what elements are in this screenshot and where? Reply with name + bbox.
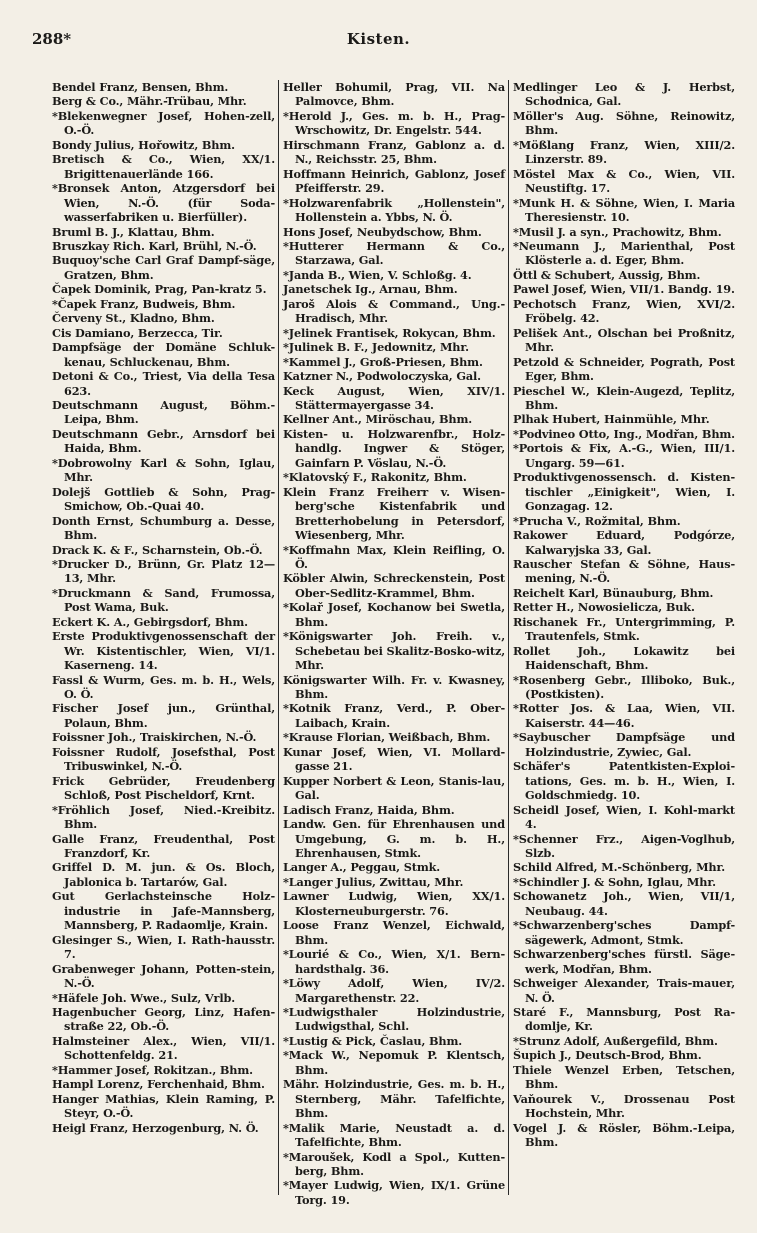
directory-entry: *Munk H. & Söhne, Wien, I. Maria Theresienstr. 10. [513, 195, 735, 225]
directory-entry: Dolejš Gottlieb & Sohn, Prag-Smichow, Ob.-Quai 40. [52, 484, 275, 514]
directory-entry: *Schindler J. & Sohn, Iglau, Mhr. [513, 874, 716, 889]
directory-entry: Frick Gebrüder, Freudenberg Schloß, Post Pischeldorf, Krnt. [52, 773, 275, 803]
directory-entry: *Janda B., Wien, V. Schloßg. 4. [283, 267, 472, 282]
directory-entry: Öttl & Schubert, Aussig, Bhm. [513, 267, 701, 282]
directory-entry: Janetschek Ig., Arnau, Bhm. [283, 282, 458, 297]
directory-entry: *Podvineo Otto, Ing., Modřan, Bhm. [513, 426, 735, 441]
directory-entry: Fischer Josef jun., Grünthal, Polaun, Bhm. [52, 701, 275, 730]
directory-entry: Vaňourek V., Drossenau Post Hochstein, Mhr. [513, 1091, 735, 1121]
page-number: 288* [32, 30, 72, 48]
directory-entry: *Häfele Joh. Wwe., Sulz, Vrlb. [52, 990, 236, 1005]
directory-entry: Landw. Gen. für Ehrenhausen und Umgebung, G. m. b. H., Ehrenhausen, Stmk. [283, 817, 505, 861]
directory-entry: Bruml B. J., Klattau, Bhm. [52, 224, 215, 239]
directory-entry: *Kolař Josef, Kochanow bei Swetla, Bhm. [283, 600, 505, 629]
directory-entry: *Hammer Josef, Rokitzan., Bhm. [52, 1062, 253, 1077]
directory-entry: Jaroš Alois & Command., Ung.-Hradisch, Mhr. [283, 296, 505, 326]
directory-entry: Berg & Co., Mähr.-Trübau, Mhr. [52, 94, 247, 109]
directory-entry: Königswarter Wilh. Fr. v. Kwasney, Bhm. [283, 672, 505, 702]
directory-entry: Schowanetz Joh., Wien, VII/1, Neubaug. 44. [513, 889, 735, 918]
directory-entry: Heigl Franz, Herzogenburg, N. Ö. [52, 1120, 259, 1135]
directory-entry: *Portois & Fix, A.-G., Wien, III/1. Ungarg. 59—61. [513, 441, 735, 470]
directory-entry: *Saybuscher Dampfsäge und Holzindustrie, Zywiec, Gal. [513, 730, 735, 759]
directory-entry: Katzner N., Podwoloczyska, Gal. [283, 369, 481, 384]
directory-entry: Rakower Eduard, Podgórze, Kalwaryjska 33, Gal. [513, 528, 735, 557]
directory-entry: Möstel Max & Co., Wien, VII. Neustiftg. 17. [513, 166, 735, 196]
directory-entry: Hirschmann Franz, Gablonz a. d. N., Reichsstr. 25, Bhm. [283, 137, 505, 167]
directory-entry: *Mayer Ludwig, Wien, IX/1. Grüne Torg. 19. [283, 1178, 505, 1207]
directory-entry: Dampfsäge der Domäne Schluk-kenau, Schluckenau, Bhm. [52, 340, 275, 369]
directory-entry: Thiele Wenzel Erben, Tetschen, Bhm. [513, 1062, 735, 1092]
directory-entry: Pawel Josef, Wien, VII/1. Bandg. 19. [513, 282, 735, 297]
directory-entry: *Koffmahn Max, Klein Reifling, O. Ö. [283, 542, 505, 571]
directory-entry: *Schenner Frz., Aigen-Voglhub, Slzb. [513, 831, 735, 861]
directory-entry: *Prucha V., Rožmital, Bhm. [513, 513, 681, 528]
directory-entry: *Rosenberg Gebr., Illiboko, Buk., (Postkisten). [513, 672, 735, 702]
directory-entry: Klein Franz Freiherr v. Wisen-berg'sche Kistenfabrik und Bretterhobelung in Petersdorf, Wiesenberg, Mhr. [283, 484, 505, 543]
directory-entry: Grabenweger Johann, Potten-stein, N.-Ö. [52, 961, 275, 991]
directory-columns [48, 80, 738, 1207]
directory-entry: Gut Gerlachsteinsche Holz-industrie in Jafe-Mannsberg, Mannsberg, P. Radaomlje, Krain. [52, 889, 275, 933]
directory-entry: Keck August, Wien, XIV/1. Stättermayergasse 34. [283, 383, 505, 412]
directory-entry: Kellner Ant., Miröschau, Bhm. [283, 412, 473, 427]
directory-entry: Schweiger Alexander, Trais-mauer, N. Ö. [513, 976, 735, 1005]
directory-entry: Šupich J., Deutsch-Brod, Bhm. [513, 1048, 702, 1063]
directory-entry: Eckert K. A., Gebirgsdorf, Bhm. [52, 614, 248, 629]
directory-entry: Pechotsch Franz, Wien, XVI/2. Fröbelg. 42. [513, 296, 735, 326]
directory-entry: Köbler Alwin, Schreckenstein, Post Ober-Sedlitz-Krammel, Bhm. [283, 571, 505, 600]
directory-entry: *Julinek B. F., Jedownitz, Mhr. [283, 340, 469, 355]
directory-entry: *Mack W., Nepomuk P. Klentsch, Bhm. [283, 1048, 505, 1077]
directory-entry: Buquoy'sche Carl Graf Dampf-säge, Gratzen, Bhm. [52, 253, 275, 282]
directory-entry: Rauscher Stefan & Söhne, Haus-mening, N.-Ö. [513, 556, 735, 586]
directory-entry: Glesinger S., Wien, I. Rath-hausstr. 7. [52, 932, 275, 962]
directory-entry: Retter H., Nowosielicza, Buk. [513, 600, 695, 615]
directory-entry: Lawner Ludwig, Wien, XX/1. Klosterneuburgerstr. 76. [283, 889, 505, 918]
directory-entry: Kupper Norbert & Leon, Stanis-lau, Gal. [283, 773, 505, 803]
directory-entry: Bendel Franz, Bensen, Bhm. [52, 80, 229, 94]
directory-entry: *Holzwarenfabrik „Hollenstein", Hollenstein a. Ybbs, N. Ö. [283, 195, 505, 225]
directory-entry: Scheidl Josef, Wien, I. Kohl-markt 4. [513, 802, 735, 832]
directory-entry: *Blekenwegner Josef, Hohen-zell, O.-Ö. [52, 108, 275, 138]
directory-entry: Bondy Julius, Hořowitz, Bhm. [52, 137, 235, 152]
directory-entry: *Schwarzenberg'sches Dampf-sägewerk, Admont, Stmk. [513, 918, 735, 947]
directory-entry: *Fröhlich Josef, Nied.-Kreibitz. Bhm. [52, 802, 275, 832]
directory-entry: Produktivgenossensch. d. Kisten-tischler „Einigkeit", Wien, I. Gonzagag. 12. [513, 470, 735, 514]
directory-entry: Foissner Joh., Traiskirchen, N.-Ö. [52, 730, 257, 745]
directory-entry: Mähr. Holzindustrie, Ges. m. b. H., Sternberg, Mähr. Tafelfichte, Bhm. [283, 1077, 505, 1121]
directory-entry: *Löwy Adolf, Wien, IV/2. Margarethenstr. 22. [283, 976, 505, 1005]
directory-entry: *Malik Marie, Neustadt a. d. Tafelfichte, Bhm. [283, 1120, 505, 1150]
directory-entry: Medlinger Leo & J. Herbst, Schodnica, Gal. [513, 80, 735, 109]
directory-entry: *Hutterer Hermann & Co., Starzawa, Gal. [283, 238, 505, 268]
directory-entry: Červeny St., Kladno, Bhm. [52, 311, 215, 326]
directory-entry: Detoni & Co., Triest, Via della Tesa 623. [52, 369, 275, 398]
directory-entry: *Langer Julius, Zwittau, Mhr. [283, 874, 464, 889]
directory-entry: *Čapek Franz, Budweis, Bhm. [52, 296, 236, 311]
directory-entry: Rollet Joh., Lokawitz bei Haidenschaft, Bhm. [513, 643, 735, 673]
directory-entry: Hagenbucher Georg, Linz, Hafen-straße 22, Ob.-Ö. [52, 1005, 275, 1034]
directory-entry: Fassl & Wurm, Ges. m. b. H., Wels, O. Ö. [52, 672, 275, 702]
directory-entry: Hanger Mathias, Klein Raming, P. Steyr, O.-Ö. [52, 1091, 275, 1121]
directory-entry: *Herold J., Ges. m. b. H., Prag-Wrschowitz, Dr. Engelstr. 544. [283, 108, 505, 138]
directory-entry: *Rotter Jos. & Laa, Wien, VII. Kaiserstr. 44—46. [513, 701, 735, 730]
directory-entry: *Drucker D., Brünn, Gr. Platz 12—13, Mhr. [52, 556, 275, 586]
directory-entry: *Lustig & Pick, Časlau, Bhm. [283, 1033, 463, 1048]
directory-entry: Hampl Lorenz, Ferchenhaid, Bhm. [52, 1077, 265, 1092]
directory-entry: Reichelt Karl, Bünauburg, Bhm. [513, 585, 714, 600]
directory-entry: Donth Ernst, Schumburg a. Desse, Bhm. [52, 513, 275, 543]
directory-entry: Plhak Hubert, Hainmühle, Mhr. [513, 412, 710, 427]
directory-entry: Griffel D. M. jun. & Os. Bloch, Jablonica b. Tartarów, Gal. [52, 860, 275, 889]
directory-entry: *Strunz Adolf, Außergefild, Bhm. [513, 1033, 718, 1048]
page-header [0, 30, 757, 54]
page-title: Kisten. [346, 30, 411, 48]
directory-entry: Vogel J. & Rösler, Böhm.-Leipa, Bhm. [513, 1120, 735, 1150]
column-right [508, 80, 738, 1195]
directory-entry: Rischanek Fr., Untergrimming, P. Trautenfels, Stmk. [513, 614, 735, 644]
directory-entry: Drack K. & F., Scharnstein, Ob.-Ö. [52, 542, 263, 557]
directory-entry: Galle Franz, Freudenthal, Post Franzdorf, Kr. [52, 831, 275, 861]
column-middle [278, 80, 508, 1207]
directory-entry: Kunar Josef, Wien, VI. Mollard-gasse 21. [283, 744, 505, 774]
directory-entry: Petzold & Schneider, Pograth, Post Eger, Bhm. [513, 354, 735, 384]
directory-entry: *Lourié & Co., Wien, X/1. Bern-hardsthalg. 36. [283, 947, 505, 976]
directory-entry: Schild Alfred, M.-Schönberg, Mhr. [513, 860, 726, 875]
directory-entry: *Druckmann & Sand, Frumossa, Post Wama, Buk. [52, 585, 275, 615]
directory-entry: *Ludwigsthaler Holzindustrie, Ludwigsthal, Schl. [283, 1005, 505, 1034]
directory-entry: Hons Josef, Neubydschow, Bhm. [283, 224, 482, 239]
directory-entry: *Jelinek Frantisek, Rokycan, Bhm. [283, 325, 496, 340]
directory-entry: Bretisch & Co., Wien, XX/1. Brigittenauerlände 166. [52, 152, 275, 181]
directory-entry: Deutschmann Gebr., Arnsdorf bei Haida, Bhm. [52, 426, 275, 456]
directory-entry: Ladisch Franz, Haida, Bhm. [283, 802, 455, 817]
directory-entry: Langer A., Peggau, Stmk. [283, 860, 441, 875]
directory-entry: Staré F., Mannsburg, Post Ra-domlje, Kr. [513, 1005, 735, 1034]
directory-entry: *Mößlang Franz, Wien, XIII/2. Linzerstr. 89. [513, 137, 735, 167]
directory-entry: *Klatovský F., Rakonitz, Bhm. [283, 470, 467, 485]
directory-entry: Loose Franz Wenzel, Eichwald, Bhm. [283, 918, 505, 947]
directory-entry: Cis Damiano, Berzecca, Tir. [52, 325, 223, 340]
directory-entry: Deutschmann August, Böhm.-Leipa, Bhm. [52, 397, 275, 427]
directory-entry: Bruszkay Rich. Karl, Brühl, N.-Ö. [52, 238, 257, 253]
directory-entry: Halmsteiner Alex., Wien, VII/1. Schottenfeldg. 21. [52, 1033, 275, 1063]
directory-entry: *Kotnik Franz, Verd., P. Ober-Laibach, Krain. [283, 701, 505, 730]
directory-entry: Erste Produktivgenossenschaft der Wr. Kistentischler, Wien, VI/1. Kaserneng. 14. [52, 629, 275, 673]
directory-entry: Schäfer's Patentkisten-Exploi-tations, Ges. m. b. H., Wien, I. Goldschmiedg. 10. [513, 759, 735, 803]
directory-entry: *Neumann J., Marienthal, Post Klösterle a. d. Eger, Bhm. [513, 238, 735, 268]
directory-entry: Heller Bohumil, Prag, VII. Na Palmovce, Bhm. [283, 80, 505, 109]
directory-entry: *Musil J. a syn., Prachowitz, Bhm. [513, 224, 722, 239]
directory-entry: Hoffmann Heinrich, Gablonz, Josef Pfeifferstr. 29. [283, 166, 505, 196]
directory-entry: Kisten- u. Holzwarenfbr., Holz-handlg. Ingwer & Stöger, Gainfarn P. Vöslau, N.-Ö. [283, 426, 505, 470]
directory-entry: Čapek Dominik, Prag, Pan-kratz 5. [52, 282, 267, 297]
directory-entry: Pieschel W., Klein-Augezd, Teplitz, Bhm. [513, 383, 735, 412]
directory-entry: *Krause Florian, Weißbach, Bhm. [283, 730, 491, 745]
directory-entry: *Königswarter Joh. Freih. v., Schebetau bei Skalitz-Bosko-witz, Mhr. [283, 629, 505, 673]
directory-entry: *Maroušek, Kodl a Spol., Kutten-berg, Bhm. [283, 1149, 505, 1178]
column-left [48, 80, 278, 1195]
directory-entry: Schwarzenberg'sches fürstl. Säge-werk, Modřan, Bhm. [513, 947, 735, 976]
directory-entry: *Kammel J., Groß-Priesen, Bhm. [283, 354, 483, 369]
directory-entry: Foissner Rudolf, Josefsthal, Post Tribuswinkel, N.-Ö. [52, 744, 275, 774]
directory-entry: Pelišek Ant., Olschan bei Proßnitz, Mhr. [513, 325, 735, 355]
directory-entry: Möller's Aug. Söhne, Reinowitz, Bhm. [513, 108, 735, 138]
directory-entry: *Bronsek Anton, Atzgersdorf bei Wien, N.-Ö. (für Soda-wasserfabriken u. Bierfüller). [52, 181, 275, 225]
directory-entry: *Dobrowolny Karl & Sohn, Iglau, Mhr. [52, 455, 275, 485]
